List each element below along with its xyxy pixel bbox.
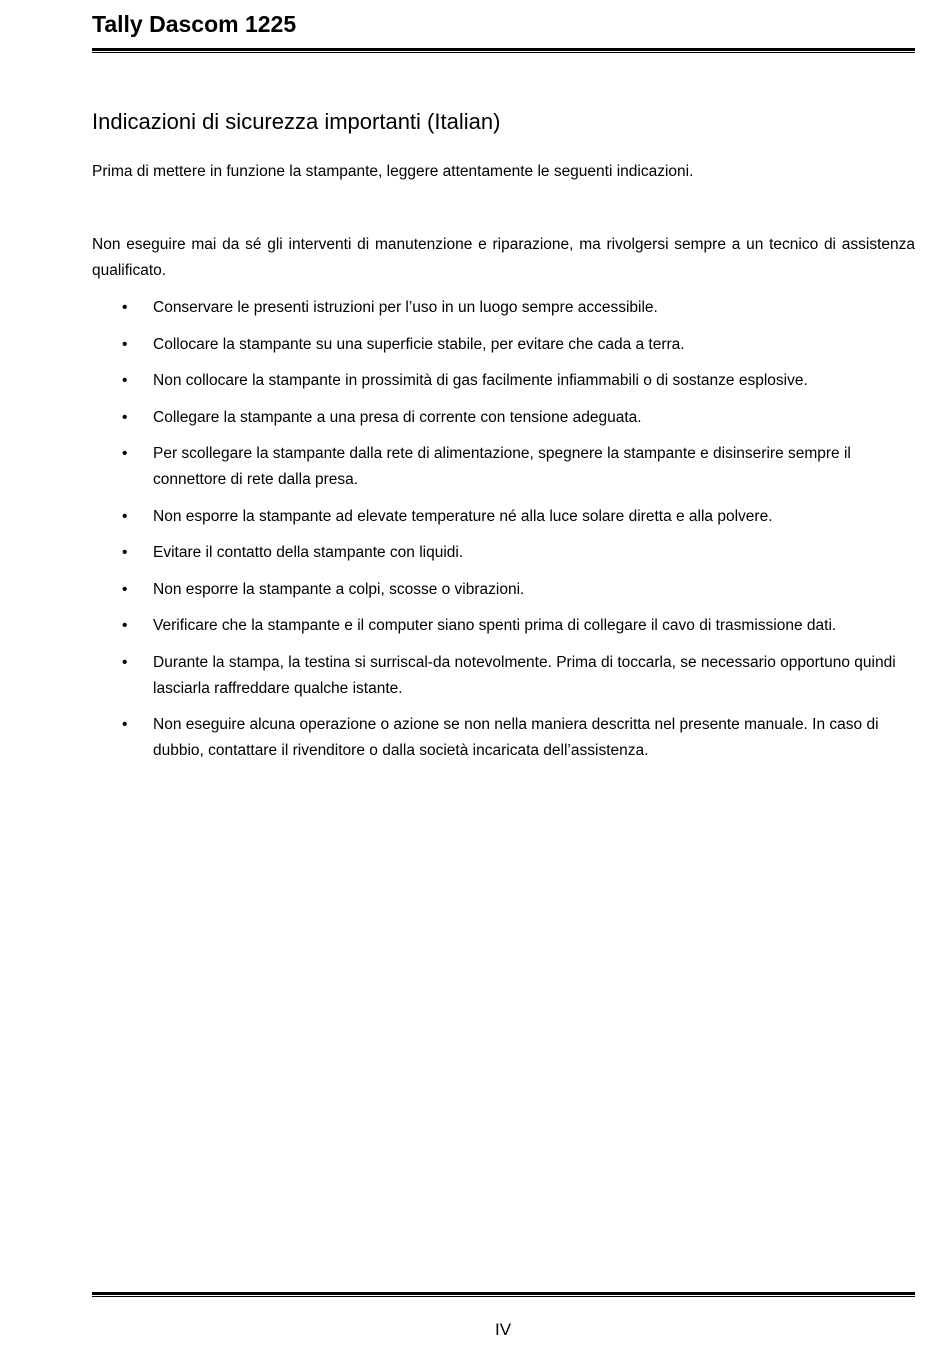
list-item	[92, 540, 915, 566]
list-item-text: Evitare il contatto della stampante con liquidi.	[153, 544, 464, 561]
footer-rule	[92, 1292, 915, 1297]
page-header	[92, 8, 915, 40]
header-rule	[92, 48, 915, 53]
intro-paragraph: Prima di mettere in funzione la stampante, leggere attentamente le seguenti indicazioni.	[92, 163, 694, 180]
list-item-text: Non esporre la stampante ad elevate temperature né alla luce solare diretta e alla polvere.	[153, 507, 773, 525]
bullet-icon: •	[122, 716, 128, 733]
section-heading: Indicazioni di sicurezza importanti (Italian)	[92, 109, 501, 134]
list-item	[92, 405, 915, 431]
list-item-text: Non eseguire alcuna operazione o azione se non nella maniera descritta nel presente manuale. In caso di dubbio, contattare il rivenditore o dalla società incaricata dell’assistenza.	[153, 716, 879, 759]
list-item	[92, 712, 915, 764]
list-item-text: Non esporre la stampante a colpi, scosse o vibrazioni.	[153, 580, 525, 598]
list-item	[92, 295, 915, 321]
safety-list	[92, 295, 915, 775]
document-title: Tally Dascom 1225	[92, 11, 297, 37]
bullet-icon: •	[122, 372, 128, 389]
list-item-text: Per scollegare la stampante dalla rete di alimentazione, spegnere la stampante e disinserire sempre il connettore di rete dalla presa.	[153, 445, 851, 488]
list-item-text: Conservare le presenti istruzioni per l’uso in un luogo sempre accessibile.	[153, 299, 658, 316]
list-item-text: Collegare la stampante a una presa di corrente con tensione adeguata.	[153, 408, 642, 426]
list-item	[92, 441, 915, 493]
list-item-text: Collocare la stampante su una superficie stabile, per evitare che cada a terra.	[153, 335, 685, 353]
bullet-icon: •	[122, 617, 128, 634]
bullet-icon: •	[122, 507, 128, 525]
list-item-text: Durante la stampa, la testina si surriscal-da notevolmente. Prima di toccarla, se necessario opportuno quindi lasciarla raffreddare qualche istante.	[153, 653, 896, 697]
bullet-icon: •	[122, 408, 128, 426]
list-item-text: Verificare che la stampante e il computer siano spenti prima di collegare il cavo di trasmissione dati.	[153, 617, 837, 634]
list-item	[92, 613, 915, 639]
bullet-icon: •	[122, 335, 128, 353]
bullet-icon: •	[122, 580, 128, 598]
page-number: IV	[494, 1320, 512, 1339]
bullet-icon: •	[122, 653, 128, 671]
list-item-text: Non collocare la stampante in prossimità di gas facilmente infiammabili o di sostanze esplosive.	[153, 372, 808, 389]
list-item	[92, 504, 915, 530]
bullet-icon: •	[122, 544, 128, 561]
warning-paragraph: Non eseguire mai da sé gli interventi di manutenzione e riparazione, ma rivolgersi sempre a un tecnico di assistenza qualificato.	[92, 236, 915, 279]
bullet-icon: •	[122, 299, 128, 316]
list-item	[92, 368, 915, 394]
list-item	[92, 577, 915, 603]
list-item	[92, 650, 915, 702]
list-item	[92, 332, 915, 358]
bullet-icon: •	[122, 445, 128, 462]
